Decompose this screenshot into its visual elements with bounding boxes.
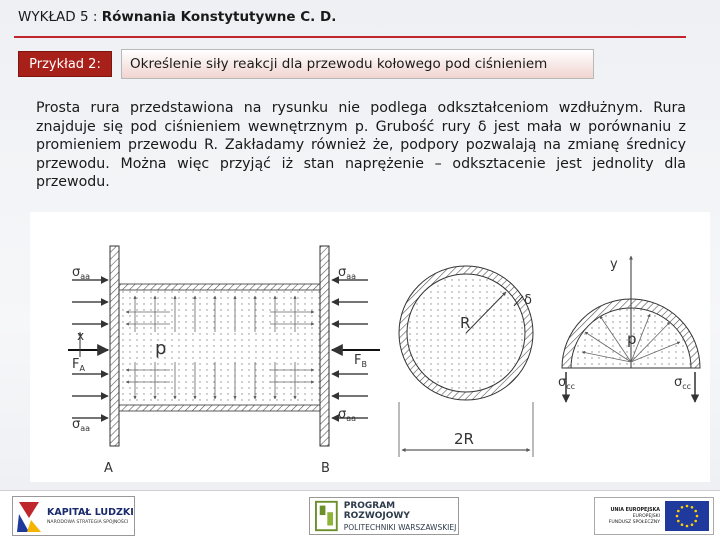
kapital-ludzki-logo bbox=[12, 496, 135, 536]
eu-logo bbox=[594, 497, 714, 535]
slide-title bbox=[18, 9, 698, 25]
sigma-aa-bottom-left: $\sigma_{aa}$ bbox=[72, 417, 91, 433]
eu-title: UNIA EUROPEJSKA bbox=[610, 507, 660, 513]
pressure-label-right: p bbox=[627, 330, 637, 348]
pressure-label-left: p bbox=[155, 338, 167, 359]
diameter-label: 2R bbox=[454, 430, 474, 448]
wall-b bbox=[320, 246, 329, 446]
problem-description: Prosta rura przedstawiona na rysunku nie podlega odkształceniom wzdłużnym. Rura znajduje się pod ciśnieniem wewnętrznym p. Grubość rury δ jest mała w porównaniu z promieniem przewodu R. Zakładamy również że, podpory pozwalają na zmianę średnicy przewodu. Można więc przyjąć iż stan naprężenie – odksztacenie jest jednolity dla przewodu. bbox=[36, 100, 686, 190]
sigma-cc-right-label: $\sigma_{cc}$ bbox=[674, 375, 692, 391]
program-rozwojowy-icon bbox=[315, 500, 338, 532]
title-rule bbox=[14, 36, 686, 38]
sigma-aa-top-left: $\sigma_{aa}$ bbox=[72, 265, 91, 281]
pipe-top-wall bbox=[119, 284, 320, 290]
program-rozwojowy-logo bbox=[309, 497, 459, 535]
footer bbox=[0, 490, 720, 540]
example-title: Określenie siły reakcji dla przewodu kołowego pod ciśnieniem bbox=[121, 49, 594, 79]
program-rozwojowy-title: PROGRAM ROZWOJOWY bbox=[343, 500, 410, 521]
program-rozwojowy-subtitle: POLITECHNIKI WARSZAWSKIEJ bbox=[343, 522, 457, 532]
support-a-label: A bbox=[104, 461, 113, 476]
eu-subtitle-2: FUNDUSZ SPOŁECZNY bbox=[608, 519, 660, 525]
sigma-cc-left-label: $\sigma_{cc}$ bbox=[558, 375, 576, 391]
pipe-diagram bbox=[30, 212, 710, 482]
eu-subtitle-1: EUROPEJSKI bbox=[632, 513, 660, 519]
radius-label: R bbox=[460, 314, 471, 332]
pipe-figure bbox=[30, 212, 710, 482]
wall-a bbox=[110, 246, 119, 446]
kapital-ludzki-subtitle: NARODOWA STRATEGIA SPÓJNOŚCI bbox=[47, 520, 129, 525]
sigma-aa-top-right: $\sigma_{aa}$ bbox=[338, 265, 357, 281]
kapital-ludzki-title: KAPITAŁ LUDZKI bbox=[47, 507, 134, 518]
kapital-ludzki-icon bbox=[15, 498, 43, 534]
lecture-prefix: WYKŁAD 5 : bbox=[18, 9, 102, 25]
pipe-bottom-wall bbox=[119, 405, 320, 411]
sigma-aa-bottom-right: $\sigma_{aa}$ bbox=[338, 407, 357, 423]
support-b-label: B bbox=[321, 461, 330, 476]
delta-label: δ bbox=[524, 293, 532, 308]
pipe-interior bbox=[119, 290, 320, 405]
force-a-label: $F_A$ bbox=[72, 357, 85, 373]
eu-flag-icon bbox=[665, 501, 709, 531]
lecture-title: Równania Konstytutywne C. D. bbox=[101, 9, 337, 25]
example-badge: Przykład 2: bbox=[18, 51, 112, 77]
x-axis-label: x bbox=[77, 329, 85, 343]
y-axis-label: y bbox=[610, 257, 618, 272]
force-b-label: $F_B$ bbox=[354, 353, 367, 369]
